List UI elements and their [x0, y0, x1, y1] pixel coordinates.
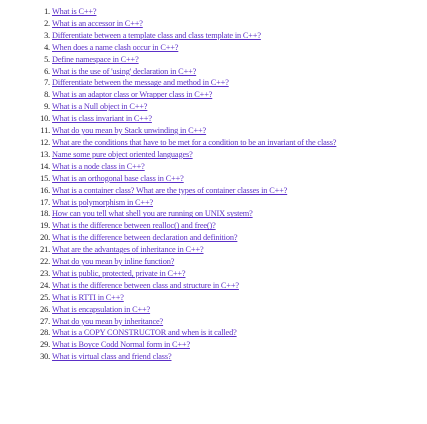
list-number: 6. — [44, 66, 50, 76]
list-item — [0, 30, 427, 42]
question-link[interactable]: When does a name clash occur in C++? — [52, 42, 179, 52]
question-link[interactable]: What do you mean by inheritance? — [52, 316, 164, 326]
question-link[interactable]: Name some pure object oriented languages? — [52, 149, 193, 159]
question-list — [0, 6, 427, 363]
question-link[interactable]: What is class invariant in C++? — [52, 114, 152, 124]
list-number: 13. — [40, 149, 50, 159]
list-number: 10. — [40, 114, 50, 124]
list-number: 21. — [40, 245, 50, 255]
question-link[interactable]: What is C++? — [52, 7, 97, 16]
question-link[interactable]: How can you tell what shell you are running on UNIX system? — [52, 209, 253, 219]
list-number: 15. — [40, 173, 50, 183]
question-link[interactable]: What is RTTI in C++? — [52, 292, 124, 302]
question-link[interactable]: What is the difference between declaration and definition? — [52, 233, 238, 243]
list-item — [0, 220, 427, 232]
list-item — [0, 125, 427, 137]
list-number: 26. — [40, 304, 50, 314]
list-number: 7. — [44, 78, 50, 88]
list-item — [0, 161, 427, 173]
list-item — [0, 351, 427, 363]
list-number: 29. — [40, 340, 50, 350]
list-number: 23. — [40, 268, 50, 278]
list-number: 12. — [40, 137, 50, 147]
list-number: 28. — [40, 328, 50, 338]
list-item — [0, 327, 427, 339]
list-number: 5. — [44, 54, 50, 64]
list-item — [0, 18, 427, 30]
question-link[interactable]: What is the use of 'using' declaration in C++? — [52, 66, 197, 76]
list-item — [0, 316, 427, 328]
question-link[interactable]: What is virtual class and friend class? — [52, 352, 172, 362]
question-link[interactable]: Differentiate between the message and method in C++? — [52, 78, 229, 88]
question-link[interactable]: What are the conditions that have to be met for a condition to be an invariant of the class? — [52, 137, 337, 147]
question-link[interactable]: Define namespace in C++? — [52, 54, 139, 64]
question-link[interactable]: What is Boyce Codd Normal form in C++? — [52, 340, 190, 350]
list-item — [0, 66, 427, 78]
list-number: 17. — [40, 197, 50, 207]
question-link[interactable]: What is encapsulation in C++? — [52, 304, 151, 314]
question-link[interactable]: Differentiate between a template class and class template in C++? — [52, 30, 261, 40]
list-number: 27. — [40, 316, 50, 326]
list-number: 4. — [44, 42, 50, 52]
question-link[interactable]: What is a node class in C++? — [52, 161, 145, 171]
list-item — [0, 256, 427, 268]
list-item — [0, 280, 427, 292]
list-number: 16. — [40, 185, 50, 195]
list-item — [0, 149, 427, 161]
list-number: 11. — [40, 126, 50, 136]
list-item — [0, 185, 427, 197]
list-item — [0, 197, 427, 209]
list-number: 14. — [40, 161, 50, 171]
question-link[interactable]: What is the difference between realloc() and free()? — [52, 221, 216, 231]
list-item — [0, 268, 427, 280]
question-link[interactable]: What do you mean by Stack unwinding in C++? — [52, 126, 207, 136]
question-link[interactable]: What is an orthogonal base class in C++? — [52, 173, 184, 183]
list-number: 24. — [40, 280, 50, 290]
list-number: 25. — [40, 292, 50, 302]
list-item — [0, 6, 427, 18]
question-link[interactable]: What do you mean by inline function? — [52, 257, 175, 267]
list-number: 19. — [40, 221, 50, 231]
list-item — [0, 42, 427, 54]
list-item — [0, 173, 427, 185]
list-item — [0, 77, 427, 89]
list-item — [0, 244, 427, 256]
list-number: 18. — [40, 209, 50, 219]
question-link[interactable]: What is a container class? What are the types of container classes in C++? — [52, 185, 288, 195]
list-number: 22. — [40, 257, 50, 267]
list-item — [0, 101, 427, 113]
list-number: 2. — [44, 18, 50, 28]
list-item — [0, 89, 427, 101]
list-item — [0, 232, 427, 244]
question-link[interactable]: What are the advantages of inheritance in C++? — [52, 245, 204, 255]
list-item — [0, 339, 427, 351]
question-link[interactable]: What is polymorphism in C++? — [52, 197, 154, 207]
question-link[interactable]: What is a COPY CONSTRUCTOR and when is it called? — [52, 328, 237, 338]
list-number: 8. — [44, 90, 50, 100]
list-item — [0, 137, 427, 149]
list-number: 20. — [40, 233, 50, 243]
list-item — [0, 54, 427, 66]
question-link[interactable]: What is an accessor in C++? — [52, 18, 143, 28]
list-number: 3. — [44, 30, 50, 40]
question-link[interactable]: What is public, protected, private in C++? — [52, 268, 186, 278]
list-item — [0, 304, 427, 316]
list-number: 30. — [40, 352, 50, 362]
list-number: 1. — [44, 7, 50, 16]
list-number: 9. — [44, 102, 50, 112]
list-item — [0, 292, 427, 304]
question-link[interactable]: What is the difference between class and structure in C++? — [52, 280, 239, 290]
question-link[interactable]: What is a Null object in C++? — [52, 102, 148, 112]
list-item — [0, 208, 427, 220]
question-link[interactable]: What is an adaptor class or Wrapper class in C++? — [52, 90, 213, 100]
list-item — [0, 113, 427, 125]
